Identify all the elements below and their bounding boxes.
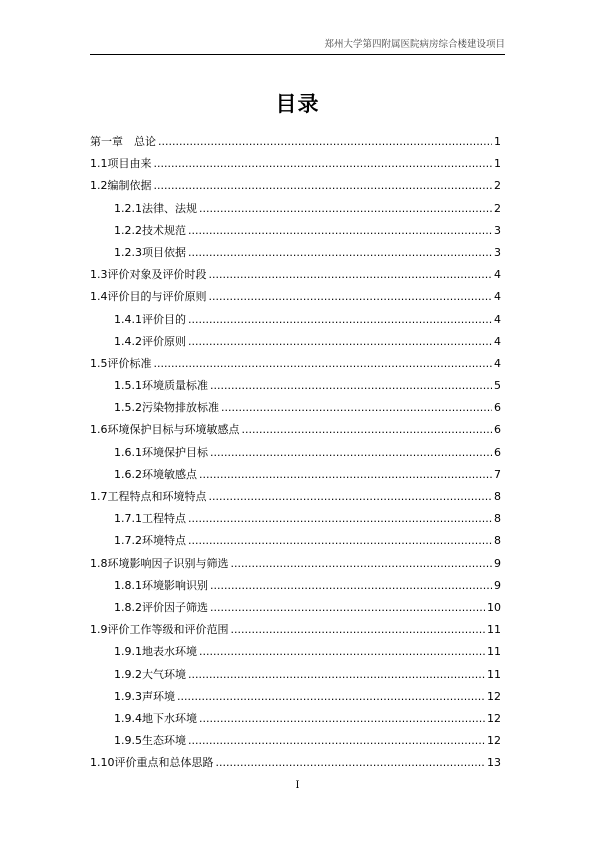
toc-entry[interactable] xyxy=(90,488,505,510)
toc-entry[interactable] xyxy=(90,399,505,421)
toc-entry-page: 3 xyxy=(494,245,501,259)
running-header xyxy=(90,36,505,55)
toc-entry-label: 1.2.3项目依据 xyxy=(114,245,186,259)
toc-dot-leader xyxy=(210,601,485,614)
toc-entry[interactable] xyxy=(90,510,505,532)
toc-entry-label: 1.9.5生态环境 xyxy=(114,734,186,748)
toc-entry-page: 8 xyxy=(494,490,501,503)
toc-entry-label: 1.4评价目的与评价原则 xyxy=(90,290,207,304)
toc-entry[interactable] xyxy=(90,155,505,177)
toc-dot-leader xyxy=(188,668,485,681)
toc-dot-leader xyxy=(209,268,493,281)
toc-entry-page: 4 xyxy=(494,290,501,304)
toc-dot-leader xyxy=(188,534,492,547)
toc-entry[interactable] xyxy=(90,244,505,266)
toc-entry[interactable] xyxy=(90,421,505,443)
toc-entry-page: 6 xyxy=(494,401,501,415)
toc-entry[interactable] xyxy=(90,466,505,488)
toc-entry-page: 5 xyxy=(494,379,501,393)
toc-entry[interactable] xyxy=(90,200,505,222)
toc-entry-page: 13 xyxy=(487,756,501,770)
toc-entry-page: 6 xyxy=(494,445,501,459)
toc-entry-label: 1.6环境保护目标与环境敏感点 xyxy=(90,423,240,437)
toc-entry-label: 1.6.1环境保护目标 xyxy=(114,445,208,459)
toc-entry[interactable] xyxy=(90,577,505,599)
toc-entry-page: 11 xyxy=(487,645,501,659)
toc-entry-page: 9 xyxy=(494,578,501,592)
toc-entry-label: 1.9.2大气环境 xyxy=(114,667,186,681)
toc-dot-leader xyxy=(188,512,492,525)
toc-entry-label: 1.5评价标准 xyxy=(90,356,152,370)
toc-entry-page: 4 xyxy=(494,334,501,348)
toc-entry[interactable] xyxy=(90,754,505,776)
toc-dot-leader xyxy=(154,357,493,370)
toc-entry[interactable] xyxy=(90,444,505,466)
toc-entry[interactable] xyxy=(90,688,505,710)
toc-dot-leader xyxy=(188,313,492,326)
toc-entry[interactable] xyxy=(90,532,505,554)
toc-dot-leader xyxy=(199,202,492,215)
toc-entry-page: 3 xyxy=(494,223,501,237)
toc-entry[interactable] xyxy=(90,222,505,244)
toc-entry[interactable] xyxy=(90,621,505,643)
toc-entry-label: 1.2.2技术规范 xyxy=(114,223,186,237)
toc-entry-label: 1.9.4地下水环境 xyxy=(114,711,197,725)
toc-entry-label: 1.9.3声环境 xyxy=(114,689,175,703)
toc-entry[interactable] xyxy=(90,177,505,199)
toc-dot-leader xyxy=(231,557,493,570)
toc-dot-leader xyxy=(231,623,486,636)
toc-entry[interactable] xyxy=(90,599,505,621)
toc-entry[interactable] xyxy=(90,377,505,399)
toc-entry-label: 1.7.1工程特点 xyxy=(114,512,186,526)
header-text: 郑州大学第四附属医院病房综合楼建设项目 xyxy=(324,39,505,50)
toc-entry-page: 7 xyxy=(494,467,501,481)
toc-dot-leader xyxy=(210,579,492,592)
toc-entry-page: 4 xyxy=(494,356,501,370)
toc-entry[interactable] xyxy=(90,666,505,688)
toc-entry[interactable] xyxy=(90,311,505,333)
toc-entry-label: 1.6.2环境敏感点 xyxy=(114,467,197,481)
toc-entry[interactable] xyxy=(90,555,505,577)
toc-dot-leader xyxy=(199,645,485,658)
toc-entry-label: 1.4.1评价目的 xyxy=(114,312,186,326)
toc-entry-label: 1.8.1环境影响识别 xyxy=(114,578,208,592)
toc-entry-page: 11 xyxy=(487,667,501,681)
toc-entry-page: 9 xyxy=(494,556,501,570)
toc-entry-label: 1.7.2环境特点 xyxy=(114,534,186,548)
toc-entry-label: 第一章 总论 xyxy=(90,135,156,148)
toc-entry[interactable] xyxy=(90,133,505,155)
toc-entry-label: 1.5.1环境质量标准 xyxy=(114,379,208,393)
toc-entry-page: 12 xyxy=(487,689,501,703)
toc-entry-page: 11 xyxy=(487,623,501,637)
toc-entry-label: 1.2编制依据 xyxy=(90,179,152,193)
toc-entry-label: 1.4.2评价原则 xyxy=(114,334,186,348)
toc-dot-leader xyxy=(221,401,492,414)
toc-entry[interactable] xyxy=(90,355,505,377)
toc-entry-page: 4 xyxy=(494,268,501,282)
toc-dot-leader xyxy=(199,468,492,481)
toc-entry-page: 12 xyxy=(487,711,501,725)
toc-dot-leader xyxy=(210,446,492,459)
toc-dot-leader xyxy=(188,246,492,259)
toc-entry-label: 1.10评价重点和总体思路 xyxy=(90,756,214,770)
toc-entry-label: 1.9.1地表水环境 xyxy=(114,645,197,659)
page-number: I xyxy=(295,780,300,791)
toc-dot-leader xyxy=(154,179,493,192)
toc-entry-page: 1 xyxy=(494,157,501,171)
toc-dot-leader xyxy=(154,157,493,170)
toc-dot-leader xyxy=(177,690,485,703)
toc-dot-leader xyxy=(242,423,493,436)
toc-dot-leader xyxy=(209,290,493,303)
toc-entry-label: 1.9评价工作等级和评价范围 xyxy=(90,623,229,637)
toc-entry-page: 6 xyxy=(494,423,501,437)
toc-entry-label: 1.5.2污染物排放标准 xyxy=(114,401,219,415)
toc-dot-leader xyxy=(188,734,485,747)
toc-entry-page: 10 xyxy=(487,600,501,614)
toc-entry-page: 2 xyxy=(494,179,501,193)
toc-dot-leader xyxy=(209,490,493,503)
toc-dot-leader xyxy=(210,379,492,392)
toc-entry-page: 8 xyxy=(494,512,501,526)
toc-entry[interactable] xyxy=(90,266,505,288)
toc-entry-label: 1.3评价对象及评价时段 xyxy=(90,268,207,282)
toc-entry[interactable] xyxy=(90,710,505,732)
toc-entry[interactable] xyxy=(90,288,505,310)
toc-entry-page: 4 xyxy=(494,312,501,326)
toc-entry[interactable] xyxy=(90,333,505,355)
toc-entry-page: 2 xyxy=(494,201,501,215)
toc-dot-leader xyxy=(199,712,485,725)
toc-entry-page: 8 xyxy=(494,534,501,548)
toc-entry[interactable] xyxy=(90,643,505,665)
toc-entry-label: 1.1项目由来 xyxy=(90,157,152,171)
toc-entry-label: 1.2.1法律、法规 xyxy=(114,201,197,215)
toc-entry-label: 1.8.2评价因子筛选 xyxy=(114,600,208,614)
table-of-contents xyxy=(90,133,505,776)
toc-dot-leader xyxy=(216,756,486,769)
toc-entry-page: 12 xyxy=(487,734,501,748)
toc-entry-page: 1 xyxy=(494,135,501,148)
toc-entry[interactable] xyxy=(90,732,505,754)
toc-dot-leader xyxy=(188,335,492,348)
toc-dot-leader xyxy=(158,135,492,148)
page-title: 目录 xyxy=(275,92,320,116)
toc-entry-label: 1.7工程特点和环境特点 xyxy=(90,490,207,503)
toc-dot-leader xyxy=(188,224,492,237)
toc-entry-label: 1.8环境影响因子识别与筛选 xyxy=(90,556,229,570)
